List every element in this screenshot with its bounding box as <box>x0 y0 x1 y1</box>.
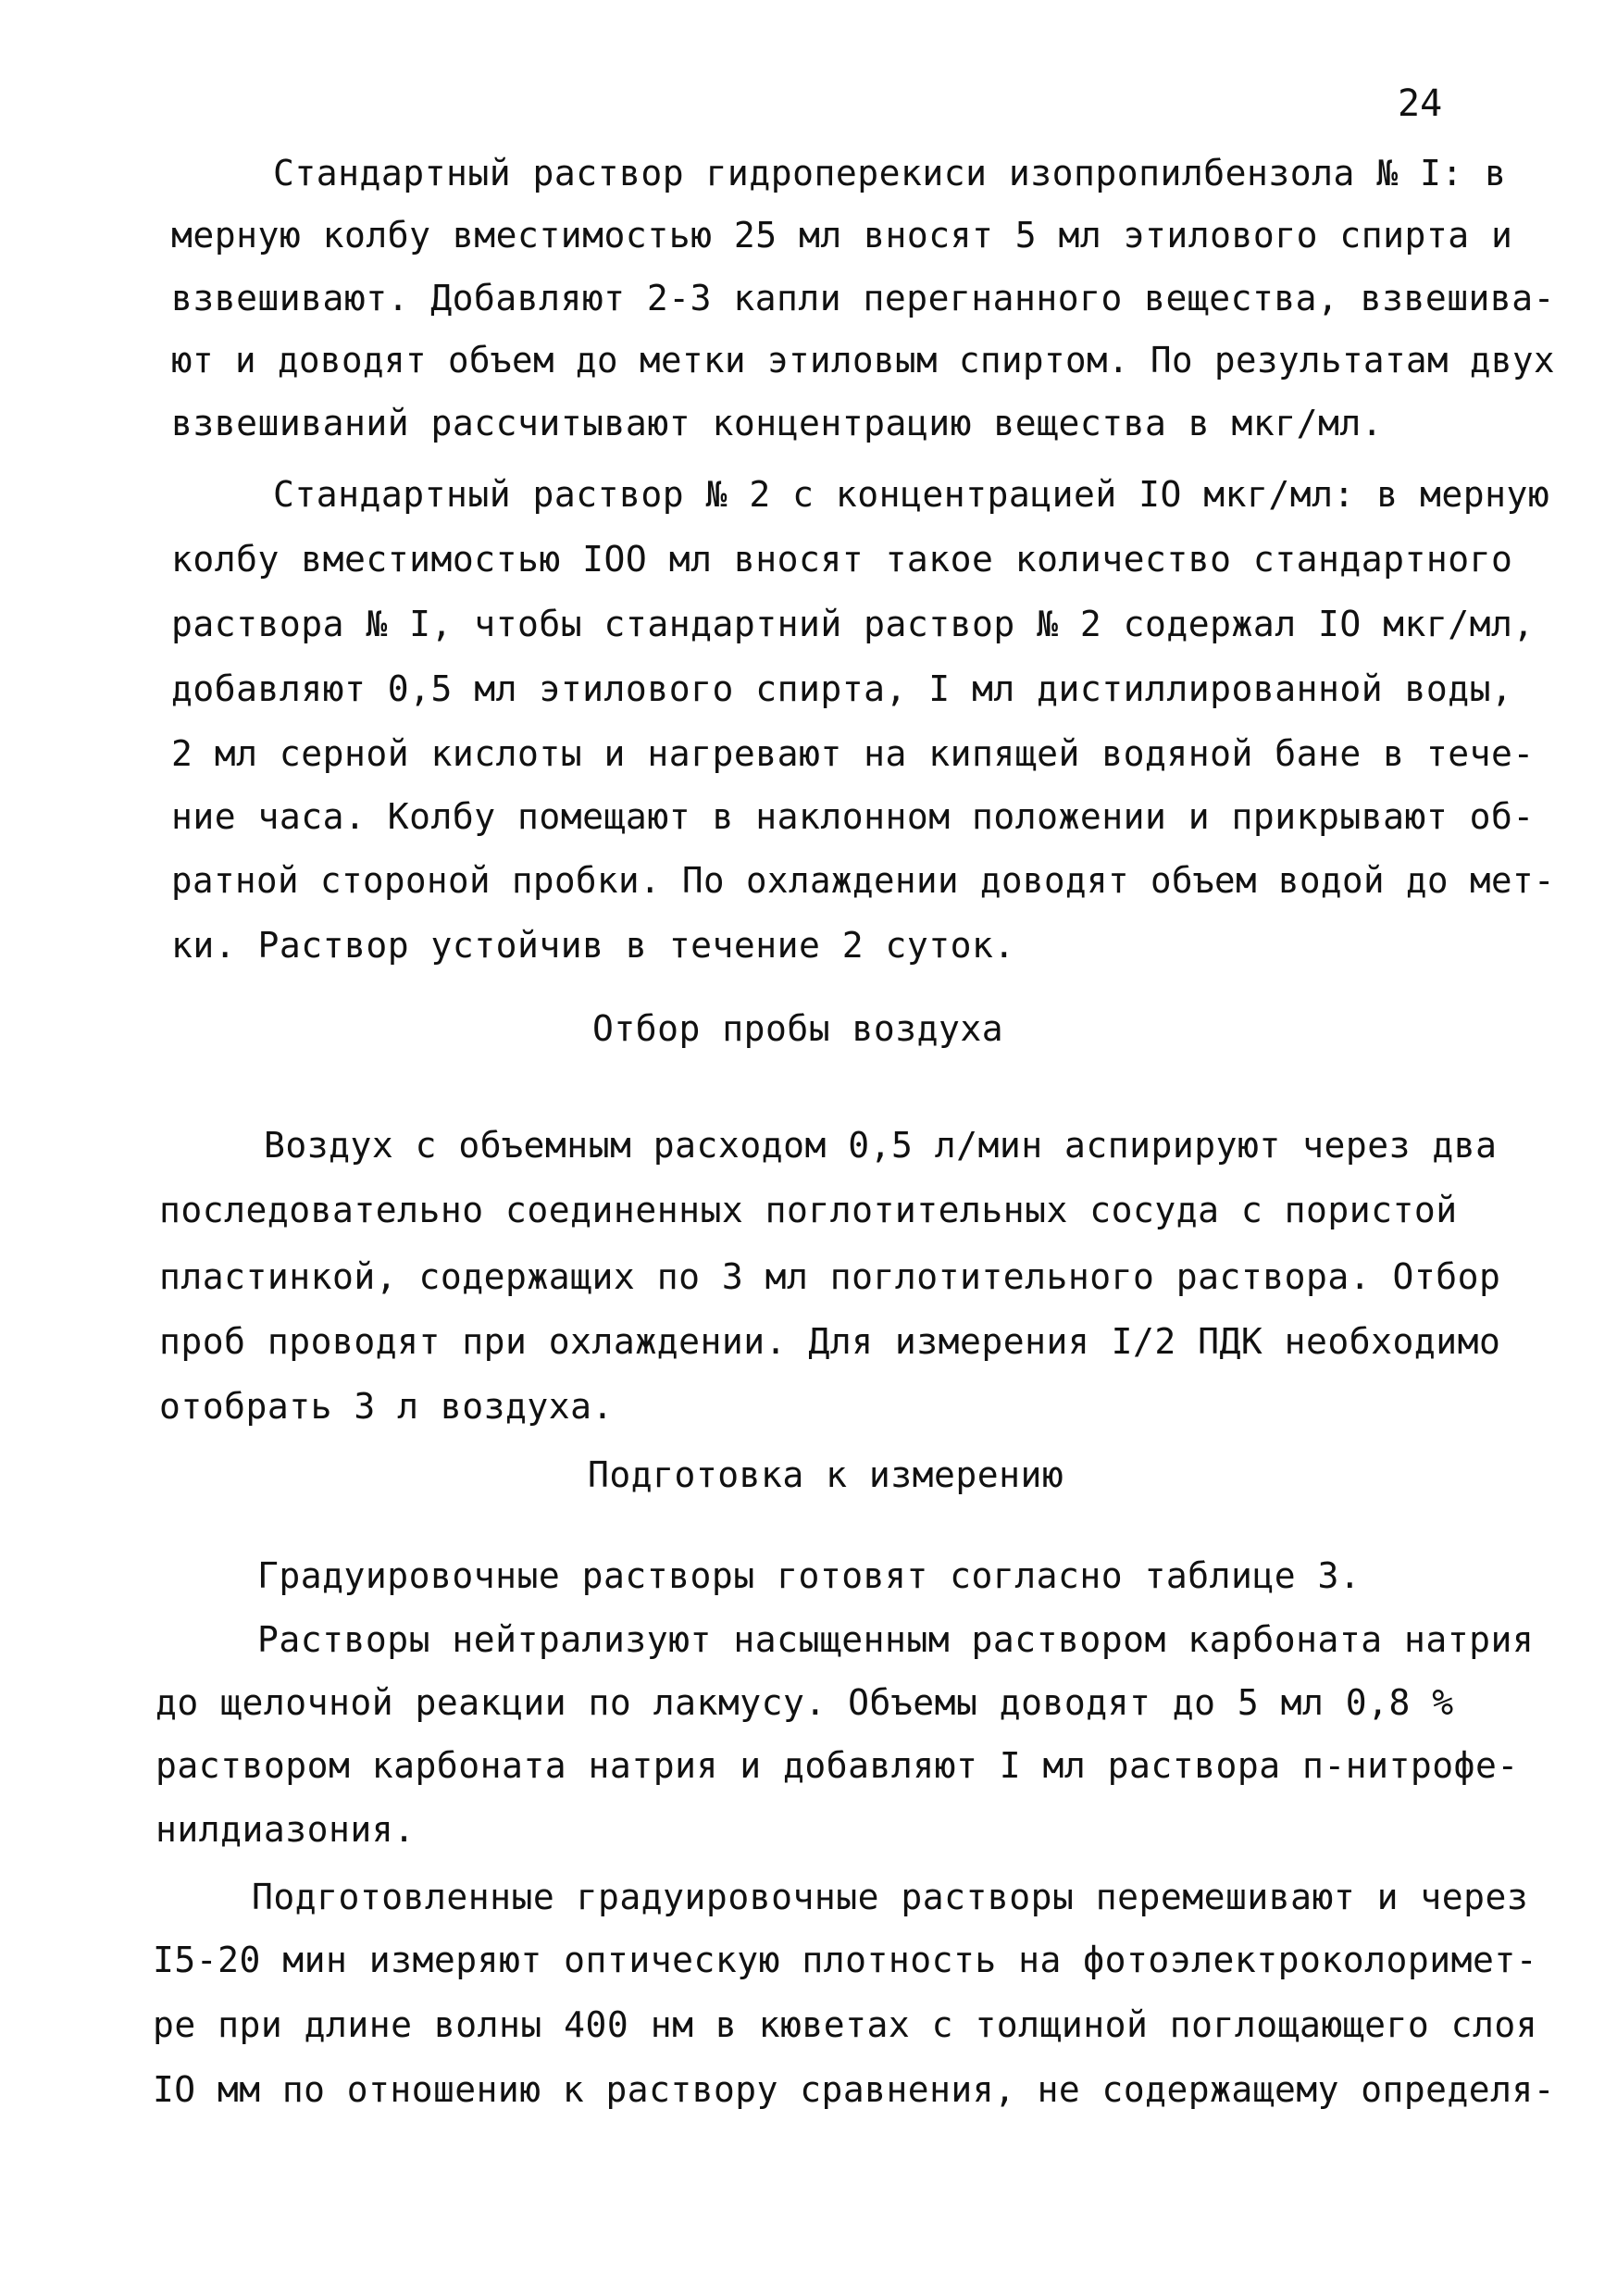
text-line: Стандартный раствор гидроперекиси изопропилбензола № I: в <box>273 153 1507 193</box>
text-line: Стандартный раствор № 2 с концентрацией IO мкг/мл: в мерную <box>273 474 1550 515</box>
text-line: проб проводят при охлаждении. Для измерения I/2 ПДК необходимо <box>159 1321 1501 1362</box>
text-line: добавляют 0,5 мл этилового спирта, I мл дистиллированной воды, <box>171 668 1513 709</box>
text-line: взвешиваний рассчитывают концентрацию вещества в мкг/мл. <box>171 403 1384 443</box>
text-line: последовательно соединенных поглотительных сосуда с пористой <box>159 1190 1458 1230</box>
section-heading: Подготовка к измерению <box>588 1454 1064 1495</box>
text-line: ки. Раствор устойчив в течение 2 суток. <box>171 925 1015 966</box>
text-line: Подготовленные градуировочные растворы перемешивают и через <box>252 1877 1529 1917</box>
text-line: Растворы нейтрализуют насыщенным раствором карбоната натрия <box>257 1619 1535 1660</box>
text-line: колбу вместимостью IOO мл вносят такое количество стандартного <box>171 539 1513 580</box>
text-line: раствора № I, чтобы стандартний раствор № 2 содержал IO мкг/мл, <box>171 604 1535 644</box>
text-line: ют и доводят объем до метки этиловым спиртом. По результатам двух <box>171 340 1555 381</box>
text-line: раствором карбоната натрия и добавляют I мл раствора п-нитрофе- <box>155 1745 1519 1786</box>
text-line: отобрать 3 л воздуха. <box>159 1386 614 1427</box>
text-line: взвешивают. Добавляют 2-3 капли перегнанного вещества, взвешива- <box>171 278 1555 318</box>
section-heading: Отбор пробы воздуха <box>592 1008 1004 1049</box>
text-line: Воздух с объемным расходом 0,5 л/мин аспирируют через два <box>264 1125 1498 1166</box>
text-line: до щелочной реакции по лакмусу. Объемы доводят до 5 мл 0,8 % <box>155 1682 1454 1723</box>
text-line: ре при длине волны 400 нм в кюветах с толщиной поглощающего слоя <box>153 2004 1538 2045</box>
text-line: Градуировочные растворы готовят согласно таблице 3. <box>257 1555 1362 1596</box>
text-line: мерную колбу вместимостью 25 мл вносят 5 мл этилового спирта и <box>171 215 1513 256</box>
text-line: 2 мл серной кислоты и нагревают на кипящей водяной бане в тече- <box>171 733 1535 774</box>
text-line: нилдиазония. <box>155 1809 416 1850</box>
text-line: ратной стороной пробки. По охлаждении доводят объем водой до мет- <box>171 860 1555 901</box>
page-number: 24 <box>1398 82 1443 125</box>
text-line: ние часа. Колбу помещают в наклонном положении и прикрывают об- <box>171 796 1535 837</box>
text-line: I5-20 мин измеряют оптическую плотность на фотоэлектроколоримет- <box>153 1940 1538 1980</box>
text-line: IO мм по отношению к раствору сравнения, не содержащему определя- <box>153 2069 1556 2110</box>
text-line: пластинкой, содержащих по 3 мл поглотительного раствора. Отбор <box>159 1256 1501 1297</box>
